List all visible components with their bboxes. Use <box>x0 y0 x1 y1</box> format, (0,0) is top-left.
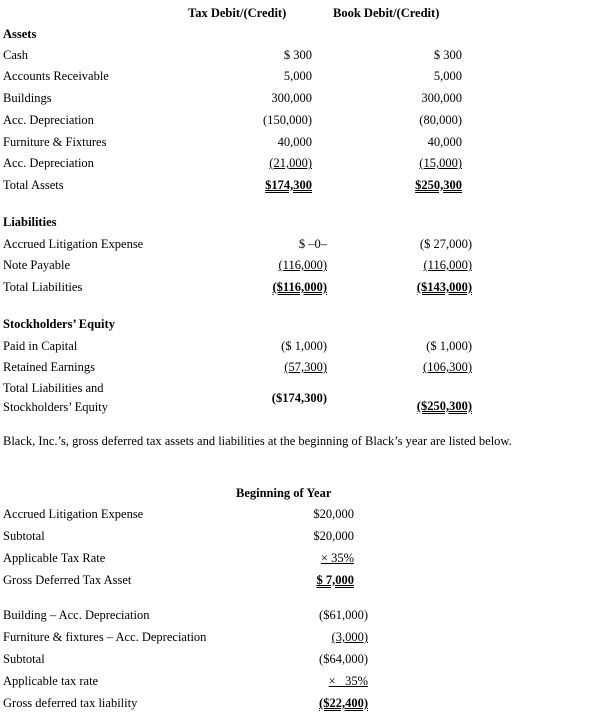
gross-deferred-tax-liability-label: Gross deferred tax liability <box>3 696 138 710</box>
deferred-liability-value: (3,000) <box>331 630 368 644</box>
total-liabilities-tax: ($116,000) <box>272 280 327 294</box>
asset-tax-value: $ 300 <box>283 48 312 62</box>
total-liabilities-label: Total Liabilities <box>3 280 83 294</box>
total-assets-book: $250,300 <box>415 178 462 192</box>
asset-label: Acc. Depreciation <box>3 156 94 170</box>
deferred-liability-value: ($61,000) <box>319 608 368 622</box>
deferred-asset-value: × 35% <box>320 551 354 565</box>
liability-book-value: ($ 27,000) <box>419 237 472 251</box>
intro-paragraph: Black, Inc.’s, gross deferred tax assets and liabilities at the beginning of Black’s year are listed below. <box>3 434 512 448</box>
deferred-liability-label: Applicable tax rate <box>3 674 99 688</box>
liability-tax-value: (116,000) <box>278 258 327 272</box>
deferred-liability-label: Building – Acc. Depreciation <box>3 608 150 622</box>
asset-label: Furniture & Fixtures <box>3 135 107 149</box>
total-assets-tax: $174,300 <box>265 178 312 192</box>
liability-book-value: (116,000) <box>423 258 472 272</box>
asset-tax-value: 40,000 <box>277 135 312 149</box>
deferred-liability-value: × 35% <box>328 674 368 688</box>
deferred-liability-label: Furniture & fixtures – Acc. Depreciation <box>3 630 207 644</box>
total-liabilities-equity-label-line2: Stockholders’ Equity <box>3 400 108 414</box>
assets-heading: Assets <box>3 27 37 41</box>
total-liabilities-equity-tax: ($174,300) <box>271 391 327 405</box>
liability-tax-value: $ –0– <box>298 237 327 251</box>
asset-book-value: (80,000) <box>419 113 462 127</box>
asset-tax-value: (150,000) <box>263 113 312 127</box>
asset-book-value: 300,000 <box>421 91 462 105</box>
deferred-asset-label: Applicable Tax Rate <box>3 551 106 565</box>
asset-book-value: (15,000) <box>419 156 462 170</box>
asset-label: Buildings <box>3 91 52 105</box>
deferred-asset-value: $20,000 <box>313 529 354 543</box>
equity-label: Paid in Capital <box>3 339 78 353</box>
asset-tax-value: 300,000 <box>271 91 312 105</box>
asset-tax-value: 5,000 <box>283 69 312 83</box>
liability-label: Note Payable <box>3 258 70 272</box>
total-assets-label: Total Assets <box>3 178 64 192</box>
asset-label: Cash <box>3 48 28 62</box>
equity-tax-value: ($ 1,000) <box>281 339 327 353</box>
deferred-asset-value: $20,000 <box>313 507 354 521</box>
asset-book-value: 5,000 <box>433 69 462 83</box>
liability-label: Accrued Litigation Expense <box>3 237 144 251</box>
equity-heading: Stockholders’ Equity <box>3 317 115 331</box>
book-column-header: Book Debit/(Credit) <box>333 6 440 20</box>
equity-label: Retained Earnings <box>3 360 95 374</box>
gross-deferred-tax-asset-label: Gross Deferred Tax Asset <box>3 573 132 587</box>
asset-tax-value: (21,000) <box>269 156 312 170</box>
total-liabilities-equity-book: ($250,300) <box>416 399 472 413</box>
deferred-asset-label: Accrued Litigation Expense <box>3 507 144 521</box>
liabilities-heading: Liabilities <box>3 215 57 229</box>
asset-book-value: 40,000 <box>427 135 462 149</box>
deferred-liability-label: Subtotal <box>3 652 45 666</box>
equity-book-value: (106,300) <box>423 360 472 374</box>
beginning-of-year-header: Beginning of Year <box>236 486 332 500</box>
gross-deferred-tax-asset-value: $ 7,000 <box>316 573 354 587</box>
equity-book-value: ($ 1,000) <box>426 339 472 353</box>
asset-label: Acc. Depreciation <box>3 113 94 127</box>
total-liabilities-book: ($143,000) <box>416 280 472 294</box>
gross-deferred-tax-liability-value: ($22,400) <box>319 696 368 710</box>
asset-label: Accounts Receivable <box>3 69 109 83</box>
deferred-asset-label: Subtotal <box>3 529 45 543</box>
total-liabilities-equity-label-line1: Total Liabilities and <box>3 381 104 395</box>
tax-column-header: Tax Debit/(Credit) <box>188 6 287 20</box>
equity-tax-value: (57,300) <box>284 360 327 374</box>
asset-book-value: $ 300 <box>433 48 462 62</box>
deferred-liability-value: ($64,000) <box>319 652 368 666</box>
